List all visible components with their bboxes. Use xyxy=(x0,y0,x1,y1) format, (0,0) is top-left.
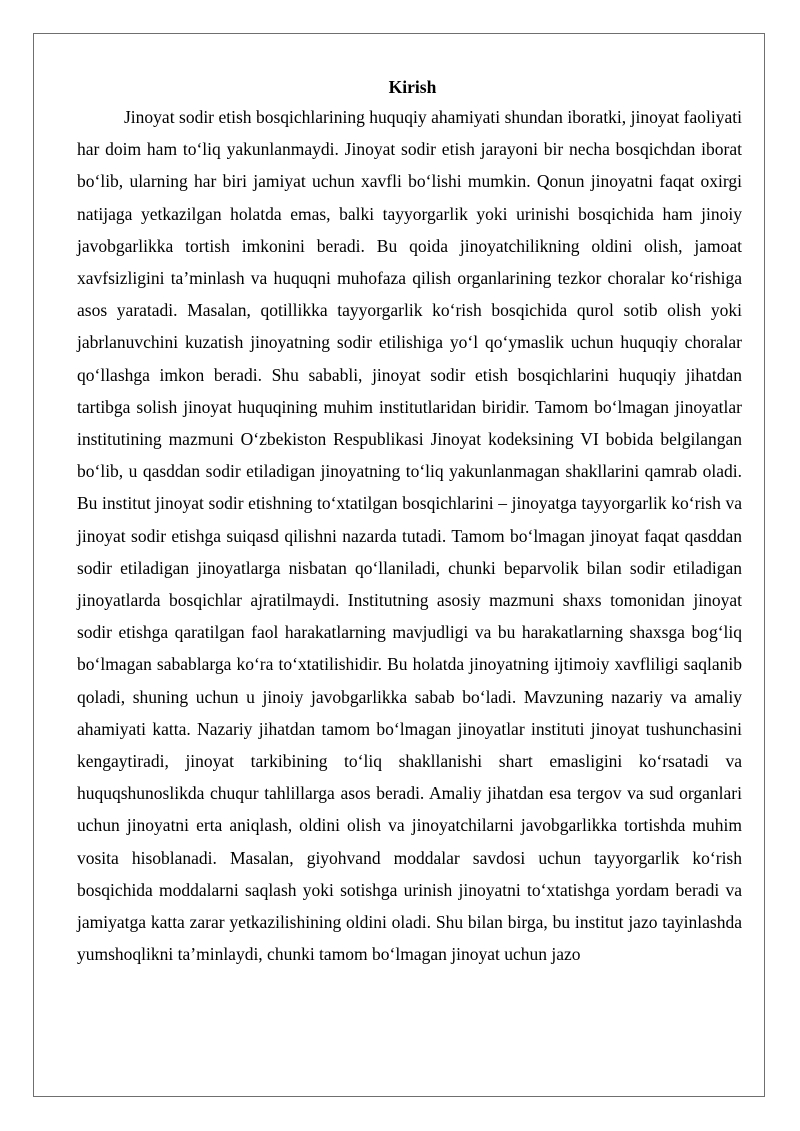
document-body xyxy=(77,73,742,970)
section-title: Kirish xyxy=(388,77,437,97)
body-paragraph: Jinoyat sodir etish bosqichlarining huquqiy ahamiyati shundan iboratki, jinoyat faoliyati har doim ham to‘liq yakunlanmaydi. Jinoyat sodir etish jarayoni bir necha bosqichdan iborat bo‘lib, ularning har biri jamiyat uchun xavfli bo‘lishi mumkin. Qonun jinoyatni faqat oxirgi natijaga yetkazilgan holatda emas, balki tayyorgarlik yoki urinishi bosqichida ham jinoiy javobgarlikka tortish imkonini beradi. Bu qoida jinoyatchilikning oldini olish, jamoat xavfsizligini ta’minlash va huquqni muhofaza qilish organlarining tezkor choralar ko‘rishiga asos yaratadi. Masalan, qotillikka tayyorgarlik ko‘rish bosqichida qurol sotib olish yoki jabrlanuvchini kuzatish jinoyatning sodir etilishiga yo‘l qo‘ymaslik uchun huquqiy choralar qo‘llashga imkon beradi. Shu sababli, jinoyat sodir etish bosqichlarini huquqiy jihatdan tartibga solish jinoyat huquqining muhim institutlaridan biridir. Tamom bo‘lmagan jinoyatlar institutining mazmuni O‘zbekiston Respublikasi Jinoyat kodeksining VI bobida belgilangan bo‘lib, u qasddan sodir etiladigan jinoyatning to‘liq yakunlanmagan shakllarini qamrab oladi. Bu institut jinoyat sodir etishning to‘xtatilgan bosqichlarini – jinoyatga tayyorgarlik ko‘rish va jinoyat sodir etishga suiqasd qilishni nazarda tutadi. Tamom bo‘lmagan jinoyat faqat qasddan sodir etiladigan jinoyatlarga nisbatan qo‘llaniladi, chunki beparvolik bilan sodir etiladigan jinoyatlarda bosqichlar ajratilmaydi. Institutning asosiy mazmuni shaxs tomonidan jinoyat sodir etishga qaratilgan faol harakatlarning mavjudligi va bu harakatlarning shaxsga bog‘liq bo‘lmagan sabablarga ko‘ra to‘xtatilishidir. Bu holatda jinoyatning ijtimoiy xavfliligi saqlanib qoladi, shuning uchun u jinoiy javobgarlikka sabab bo‘ladi. Mavzuning nazariy va amaliy ahamiyati katta. Nazariy jihatdan tamom bo‘lmagan jinoyatlar instituti jinoyat tushunchasini kengaytiradi, jinoyat tarkibining to‘liq shakllanishi shart emasligini ko‘rsatadi va huquqshunoslikda chuqur tahlillarga asos beradi. Amaliy jihatdan esa tergov va sud organlari uchun jinoyatni erta aniqlash, oldini olish va jinoyatchilarni javobgarlikka tortishda muhim vosita hisoblanadi. Masalan, giyohvand moddalar savdosi uchun tayyorgarlik ko‘rish bosqichida moddalarni saqlash yoki sotishga urinish jinoyatni to‘xtatishga yordam beradi va jamiyatga katta zarar yetkazilishining oldini oladi. Shu bilan birga, bu institut jazo tayinlashda yumshoqlikni ta’minlaydi, chunki tamom bo‘lmagan jinoyat uchun jazo xyxy=(77,107,742,965)
